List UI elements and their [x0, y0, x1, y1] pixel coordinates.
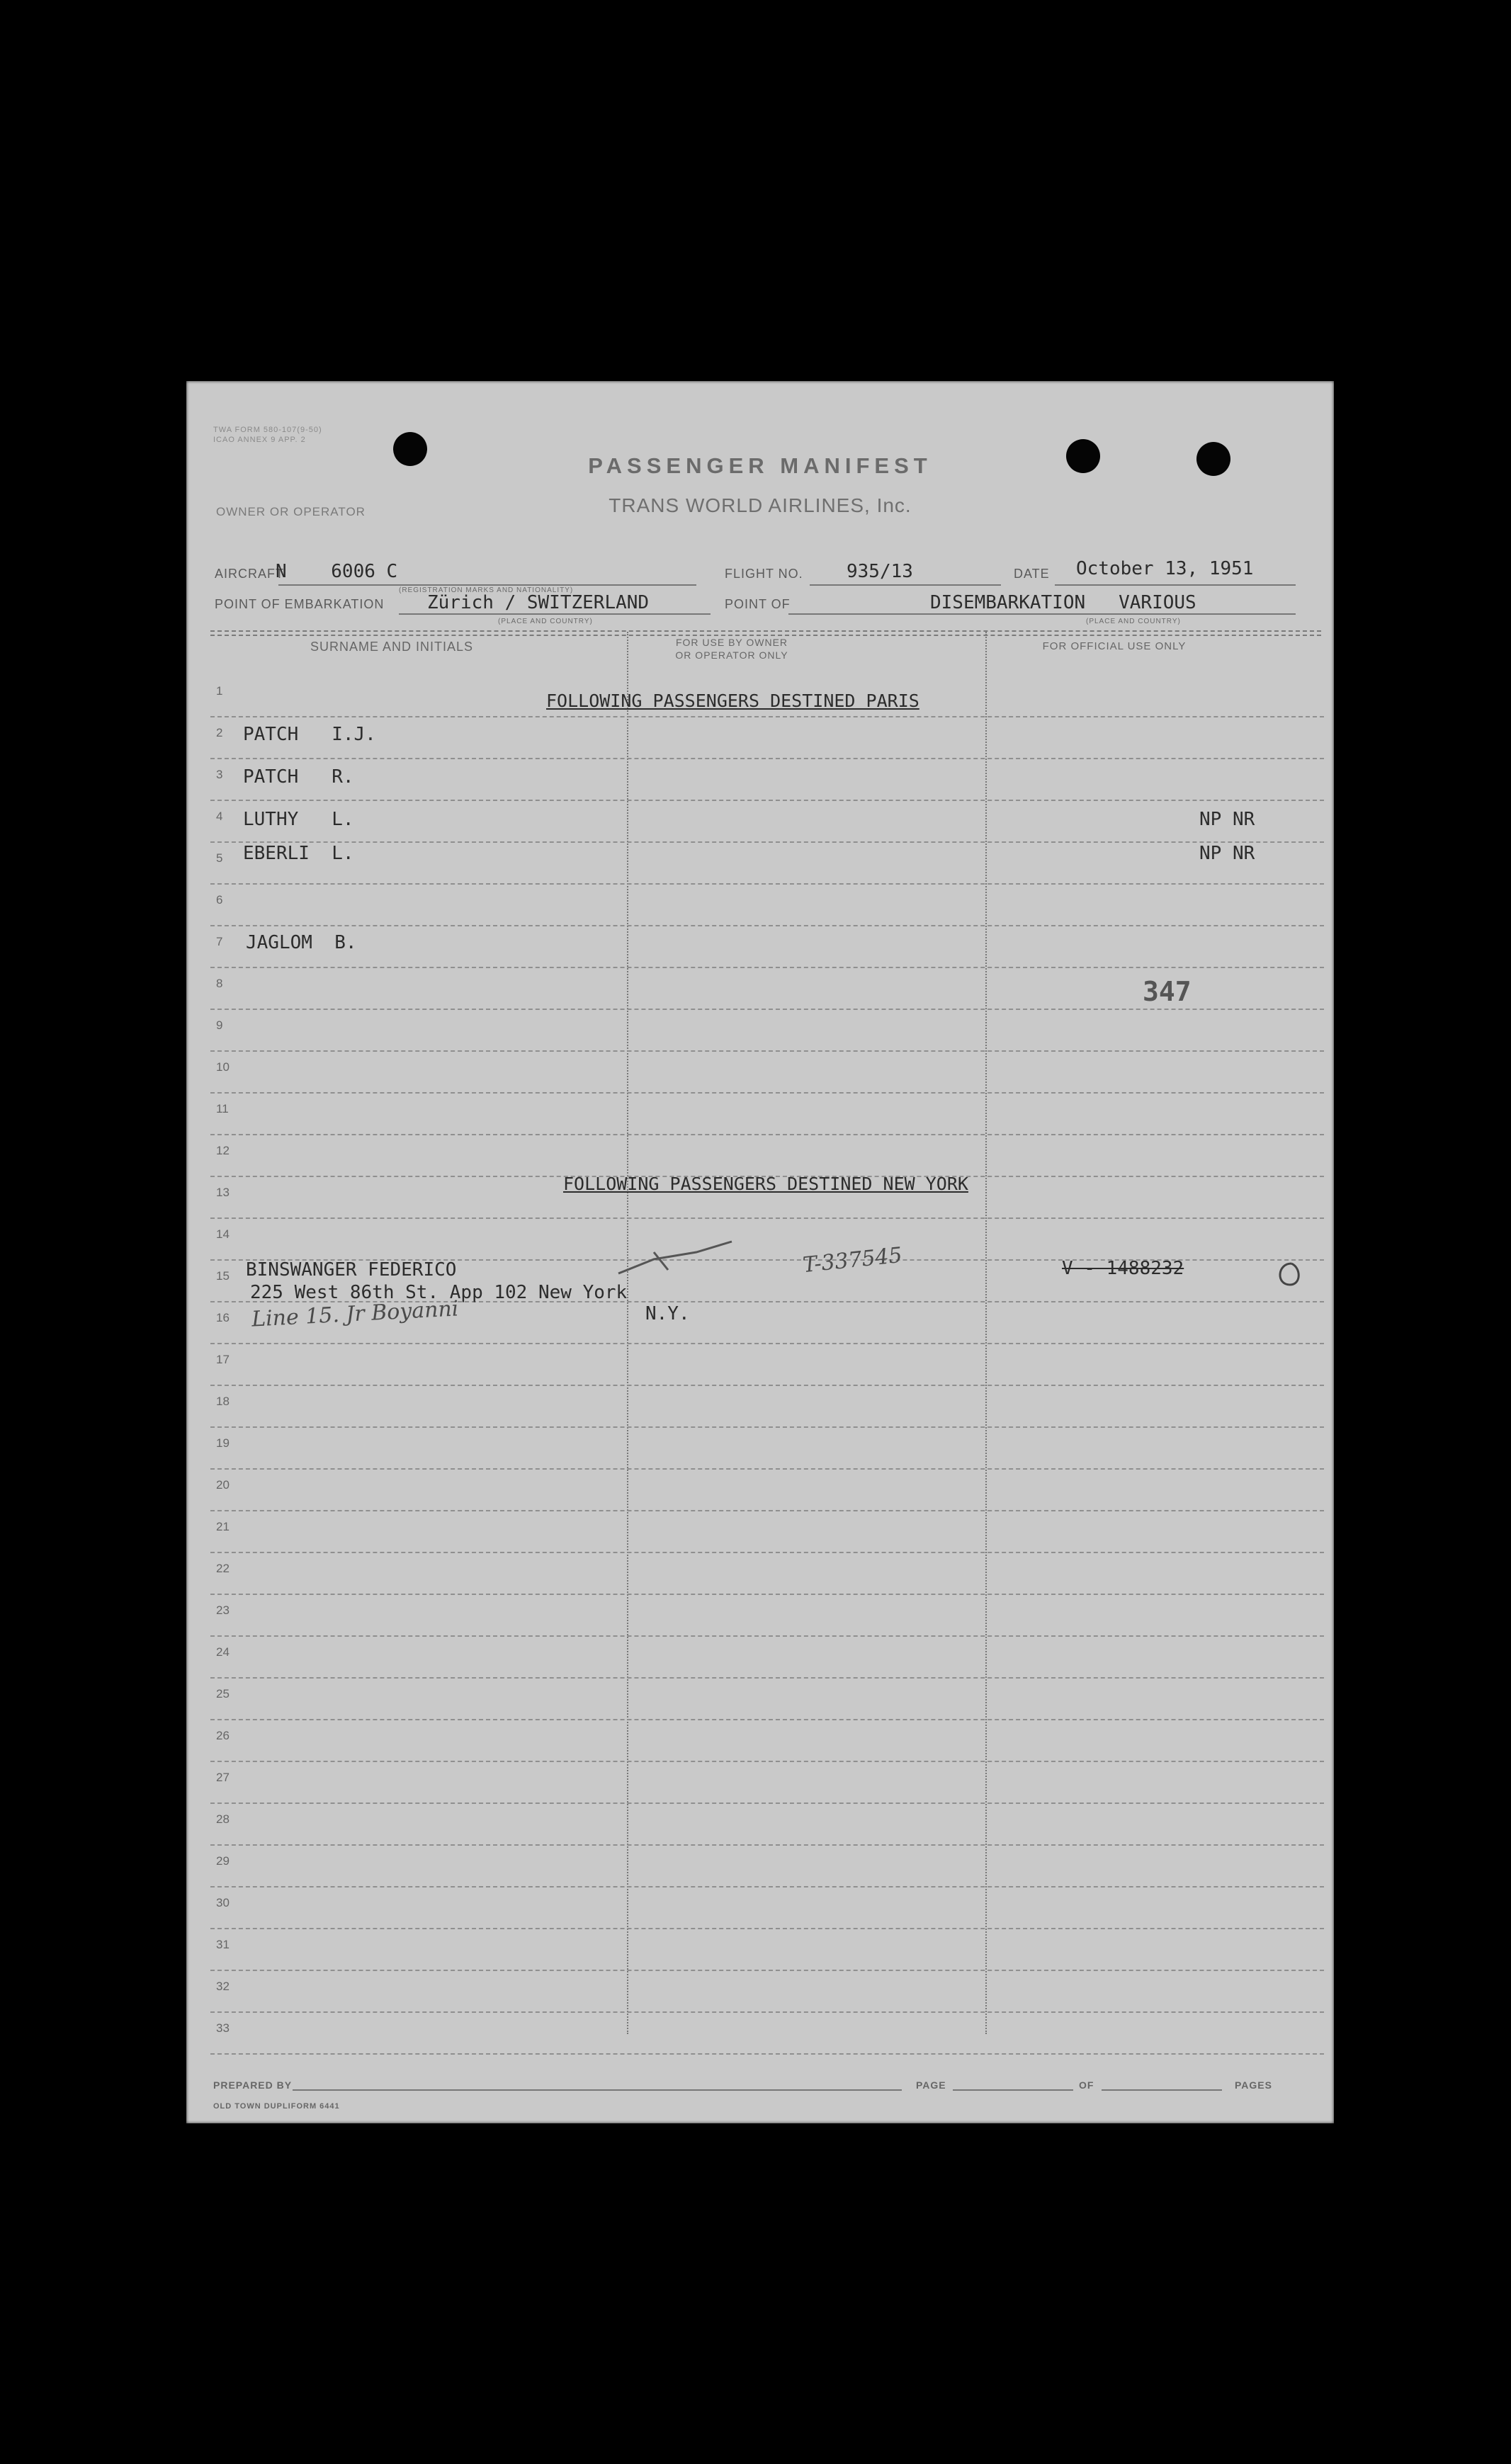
row-number: 3: [216, 768, 223, 781]
row-line: [210, 1677, 1324, 1679]
row-line: [210, 1134, 1324, 1135]
row-line: [210, 1761, 1324, 1762]
stamp-number: 347: [1143, 976, 1192, 1007]
disembarkation-label: POINT OF: [725, 597, 791, 611]
page-line: [953, 2089, 1073, 2091]
row-line: [210, 1510, 1324, 1511]
row-number: 33: [216, 2021, 230, 2035]
row-number: 29: [216, 1854, 230, 1868]
passenger-row-2: PATCH I.J.: [243, 724, 376, 745]
flight-fill-line: [810, 584, 1001, 586]
embarkation-label: POINT OF EMBARKATION: [215, 597, 385, 611]
column-header-surname: SURNAME AND INITIALS: [310, 640, 474, 654]
form-code-line1: TWA FORM 580-107(9-50): [213, 426, 322, 434]
row-line: [210, 1970, 1324, 1971]
row-number: 2: [216, 726, 223, 739]
passenger-row-5: EBERLI L.: [243, 843, 354, 864]
row-line: [210, 1343, 1324, 1344]
section-paris-heading: FOLLOWING PASSENGERS DESTINED PARIS: [546, 691, 919, 711]
date-fill-line: [1055, 584, 1296, 586]
row-number: 11: [216, 1102, 229, 1115]
row-number: 10: [216, 1060, 230, 1074]
owner-handwritten-row-15: T-337545: [801, 1242, 904, 1278]
embarkation-value: Zürich / SWITZERLAND: [427, 592, 650, 613]
row-number: 20: [216, 1478, 230, 1492]
aircraft-fill-line: [278, 584, 696, 586]
section-new-york-heading: FOLLOWING PASSENGERS DESTINED NEW YORK: [563, 1174, 968, 1194]
row-number: 28: [216, 1812, 230, 1826]
row-number: 30: [216, 1896, 230, 1909]
registration-note: (REGISTRATION MARKS AND NATIONALITY): [399, 586, 574, 594]
row-line: [210, 1385, 1324, 1386]
row-line: [210, 2053, 1324, 2055]
passenger-row-7: JAGLOM B.: [246, 932, 357, 953]
row-number: 32: [216, 1980, 230, 1993]
aircraft-label: AIRCRAFT: [215, 567, 284, 581]
header-separator-top: [210, 630, 1321, 632]
official-row-5: NP NR: [1199, 843, 1255, 864]
row-line: [210, 716, 1324, 717]
embarkation-fill-line: [399, 613, 711, 615]
row-line: [210, 1092, 1324, 1094]
official-row-15: V - 1488232: [1062, 1258, 1184, 1279]
row-number: 18: [216, 1395, 230, 1408]
row-line: [210, 1594, 1324, 1595]
pages-label: PAGES: [1235, 2079, 1272, 2091]
aircraft-value: N 6006 C: [276, 561, 398, 582]
row-number: 26: [216, 1729, 230, 1742]
row-number: 31: [216, 1938, 230, 1951]
row-line: [210, 1009, 1324, 1010]
row-line: [210, 2011, 1324, 2013]
airline-name: TRANS WORLD AIRLINES, Inc.: [609, 494, 912, 516]
row-number: 1: [216, 684, 223, 698]
passenger-row-16: N.Y.: [645, 1303, 690, 1324]
handwritten-circle-mark: [1270, 1261, 1306, 1289]
row-number: 24: [216, 1645, 230, 1659]
row-line: [210, 1635, 1324, 1637]
row-line: [210, 1426, 1324, 1428]
row-number: 22: [216, 1562, 230, 1575]
row-number: 12: [216, 1144, 230, 1157]
place-note: (PLACE AND COUNTRY): [498, 618, 593, 625]
row-line: [210, 1802, 1324, 1804]
form-title: PASSENGER MANIFEST: [588, 453, 932, 478]
row-number: 6: [216, 893, 223, 907]
row-number: 19: [216, 1436, 230, 1450]
row-number: 15: [216, 1269, 230, 1283]
row-line: [210, 1928, 1324, 1929]
flight-label: FLIGHT NO.: [725, 567, 803, 581]
form-code: [213, 425, 322, 445]
row-number: 13: [216, 1186, 230, 1199]
row-line: [210, 1719, 1324, 1720]
official-row-4: NP NR: [1199, 809, 1255, 830]
row-line: [210, 1468, 1324, 1470]
flight-value: 935/13: [847, 561, 913, 582]
row-line: [210, 1217, 1324, 1219]
prepared-by-line: [293, 2089, 902, 2091]
owner-use-line1: FOR USE BY OWNER: [675, 637, 788, 648]
row-number: 8: [216, 977, 223, 990]
prepared-by-label: PREPARED BY: [213, 2079, 293, 2091]
row-number: 9: [216, 1018, 223, 1032]
date-label: DATE: [1014, 567, 1050, 581]
passenger-row-4: LUTHY L.: [243, 809, 354, 830]
row-line: [210, 758, 1324, 759]
handwritten-check-mark: [611, 1231, 739, 1288]
row-line: [210, 925, 1324, 926]
row-line: [210, 1844, 1324, 1846]
row-number: 4: [216, 810, 223, 823]
passenger-row-15: BINSWANGER FEDERICO: [246, 1259, 457, 1281]
passenger-row-15-address: 225 West 86th St. App 102 New York: [250, 1282, 628, 1303]
disembarkation-value: DISEMBARKATION VARIOUS: [930, 592, 1196, 613]
form-code-line2: ICAO ANNEX 9 APP. 2: [213, 436, 306, 444]
row-line: [210, 841, 1324, 843]
row-number: 17: [216, 1353, 230, 1366]
owner-use-line2: OR OPERATOR ONLY: [675, 649, 788, 661]
page-label: PAGE: [916, 2079, 946, 2091]
row-line: [210, 883, 1324, 885]
date-value: October 13, 1951: [1076, 558, 1254, 579]
owner-label: OWNER OR OPERATOR: [216, 505, 366, 518]
row-line: [210, 800, 1324, 801]
row-line: [210, 1552, 1324, 1553]
row-number: 27: [216, 1771, 230, 1784]
row-line: [210, 967, 1324, 968]
handwritten-note-row-16: Line 15. Jr Boyanni: [251, 1296, 460, 1332]
row-line: [210, 1886, 1324, 1887]
disembarkation-fill-line: [788, 613, 1296, 615]
column-header-official-use: FOR OFFICIAL USE ONLY: [1042, 640, 1187, 652]
row-number: 21: [216, 1520, 230, 1533]
row-line: [210, 1050, 1324, 1052]
row-number: 25: [216, 1687, 230, 1701]
manifest-sheet: [186, 381, 1334, 2123]
passenger-row-3: PATCH R.: [243, 766, 354, 788]
of-line: [1102, 2089, 1222, 2091]
column-header-owner-use: [626, 636, 838, 662]
printer-label: OLD TOWN DUPLIFORM 6441: [213, 2102, 340, 2111]
row-number: 7: [216, 935, 223, 948]
row-number: 16: [216, 1311, 230, 1324]
row-number: 14: [216, 1227, 230, 1241]
row-number: 23: [216, 1603, 230, 1617]
of-label: OF: [1079, 2079, 1094, 2091]
row-number: 5: [216, 851, 223, 865]
place-note-2: (PLACE AND COUNTRY): [1086, 618, 1181, 625]
